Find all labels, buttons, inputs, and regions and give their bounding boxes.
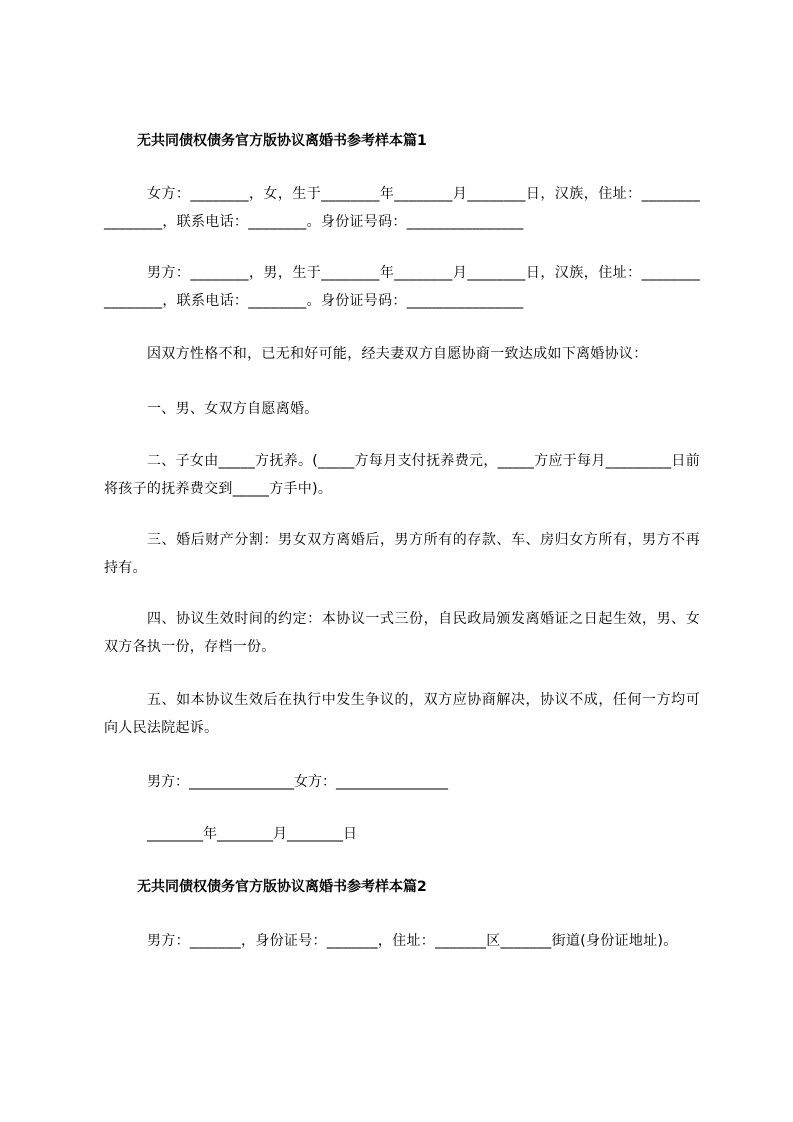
clause-5-paragraph: 五、如本协议生效后在执行中发生争议的，双方应协商解决，协议不成，任何一方均可向人民法院起诉。 [104, 692, 700, 736]
husband-info-paragraph-2: 男方：_______，身份证号：_______，住址：_______区_______街道(身份证地址)。 [147, 933, 678, 949]
clause-3-paragraph: 三、婚后财产分割：男女双方离婚后，男方所有的存款、车、房归女方所有，男方不再持有。 [104, 532, 700, 576]
husband-info-paragraph: 男方：________，男，生于________年________月________日，汉族，住址：________________，联系电话：________。身份证号码：________________ [104, 265, 700, 309]
divorce-reason-paragraph: 因双方性格不和，已无和好可能，经夫妻双方自愿协商一致达成如下离婚协议： [147, 346, 648, 362]
clause-2-paragraph: 二、子女由_____方抚养。(_____方每月支付抚养费元，_____方应于每月_________日前将孩子的抚养费交到_____方手中)。 [104, 453, 700, 497]
date-line: ________年________月________日 [147, 826, 357, 842]
wife-info-paragraph: 女方：________，女，生于________年________月________日，汉族，住址：________________，联系电话：________。身份证号码：________________ [104, 186, 700, 230]
document-heading-1: 无共同债权债务官方版协议离婚书参考样本篇1 [137, 133, 427, 149]
signature-line: 男方：_______________女方：________________ [147, 774, 448, 790]
clause-4-paragraph: 四、协议生效时间的约定：本协议一式三份，自民政局颁发离婚证之日起生效，男、女双方各执一份，存档一份。 [104, 611, 700, 655]
clause-1-paragraph: 一、男、女双方自愿离婚。 [147, 401, 319, 417]
document-heading-2: 无共同债权债务官方版协议离婚书参考样本篇2 [137, 879, 427, 895]
